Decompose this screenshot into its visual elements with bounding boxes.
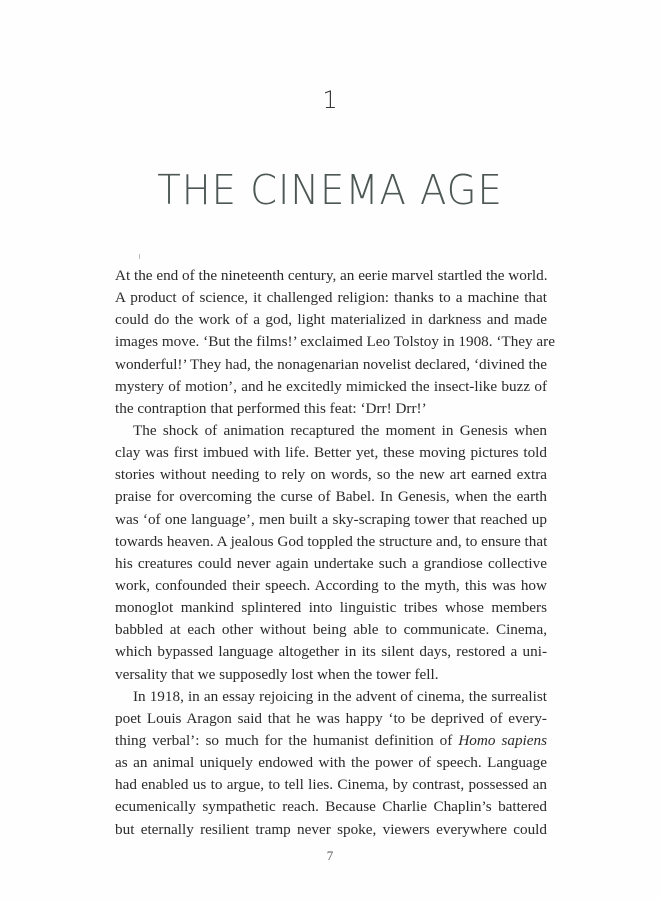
text-line: as an animal uniquely endowed with the power of speech. Language (115, 754, 547, 772)
text-line: work, confounded their speech. According to the myth, this was how (115, 576, 547, 594)
scan-artifact (139, 254, 140, 259)
body-text (115, 265, 555, 841)
text-line: had enabled us to argue, to tell lies. Cinema, by contrast, possessed an (115, 776, 547, 794)
text-line: The shock of animation recaptured the moment in Genesis when (133, 421, 547, 439)
text-line: versality that we supposedly lost when the tower fell. (115, 665, 439, 683)
chapter-title: THE CINEMA AGE (157, 166, 503, 214)
text-line: which bypassed language altogether in its silent days, restored a uni- (115, 643, 547, 661)
text-line: praise for overcoming the curse of Babel. In Genesis, when the earth (115, 488, 547, 506)
text-line: clay was first imbued with life. Better yet, these moving pictures told (115, 444, 547, 462)
text-line: A product of science, it challenged religion: thanks to a machine that (115, 289, 547, 307)
text-line: monoglot mankind splintered into linguistic tribes whose members (115, 599, 547, 617)
text-line: was ‘of one language’, men built a sky-scraping tower that reached up (115, 510, 547, 528)
text-line: mystery of motion’, and he excitedly mimicked the insect-like buzz of (115, 377, 547, 395)
text-line: wonderful!’ They had, the nonagenarian novelist declared, ‘divined the (115, 355, 547, 373)
text-line: towards heaven. A jealous God toppled the structure and, to ensure that (115, 532, 548, 550)
text-line: poet Louis Aragon said that he was happy ‘to be deprived of every- (115, 709, 547, 727)
page-number: 7 (326, 848, 334, 863)
italic-term: Homo sapiens (458, 731, 548, 749)
text-line: but eternally resilient tramp never spoke, viewers everywhere could (115, 820, 547, 838)
text-line: In 1918, in an essay rejoicing in the advent of cinema, the surrealist (133, 687, 547, 705)
text-line: images move. ‘But the films!’ exclaimed Leo Tolstoy in 1908. ‘They are (115, 333, 555, 351)
text-line: stories without needing to rely on words, so the new art earned extra (115, 466, 547, 484)
text-line: ecumenically sympathetic reach. Because Charlie Chaplin’s battered (115, 798, 547, 816)
text-line: could do the work of a god, light materialized in darkness and made (115, 311, 547, 329)
text-line-with-italic (115, 730, 547, 752)
text-segment: thing verbal’: so much for the humanist definition of (115, 731, 453, 749)
text-line: the contraption that performed this feat: ‘Drr! Drr!’ (115, 399, 427, 417)
text-line: babbled at each other without being able to communicate. Cinema, (115, 621, 547, 639)
text-line: his creatures could never again undertake such a grandiose collective (115, 554, 547, 572)
text-line: At the end of the nineteenth century, an eerie marvel startled the world. (115, 267, 548, 284)
chapter-number: 1 (322, 86, 338, 114)
